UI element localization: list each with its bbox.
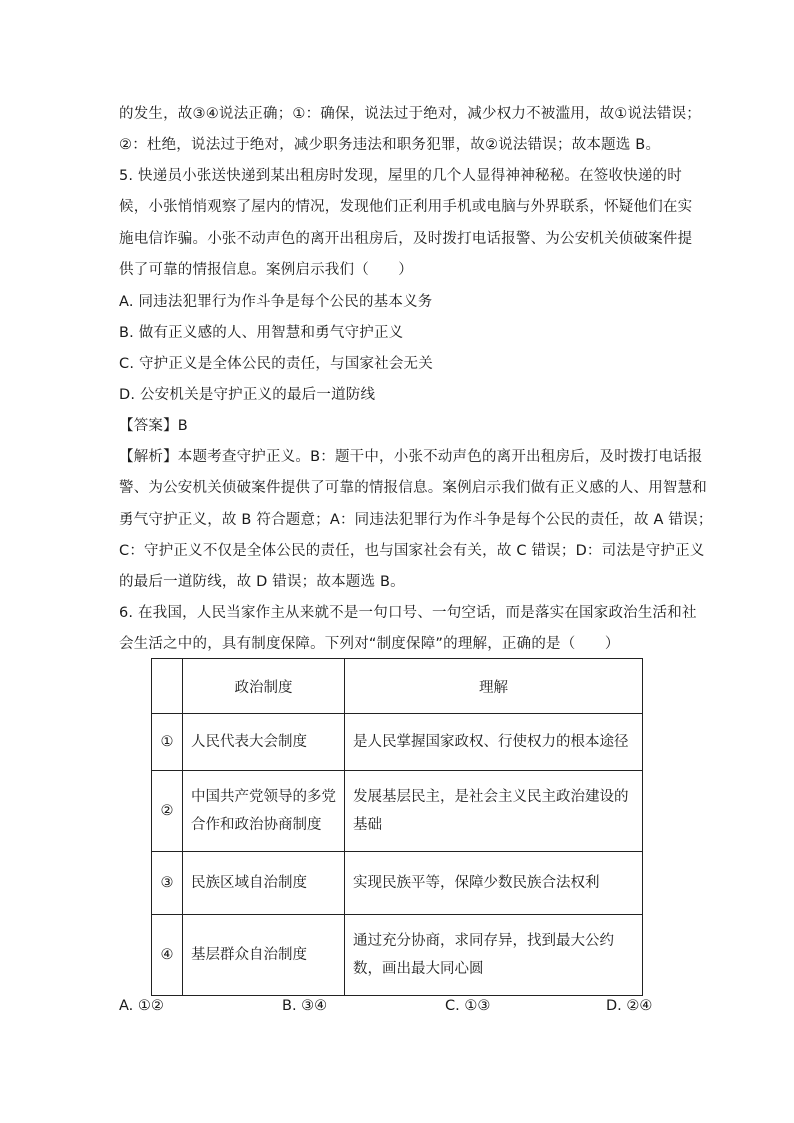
header-cell-system: 政治制度 xyxy=(183,659,345,714)
header-cell-number xyxy=(152,659,183,714)
table-row xyxy=(152,771,643,852)
analysis-text: 【解析】本题考查守护正义。B：题干中，小张不动声色的离开出租房后，及时拨打电话报 xyxy=(119,449,703,465)
row-meaning: 实现民族平等，保障少数民族合法权利 xyxy=(345,852,643,915)
option-b: B. 做有正义感的人、用智慧和勇气守护正义 xyxy=(119,325,404,341)
analysis-text: 勇气守护正义，故 B 符合题意；A：同违法犯罪行为作斗争是每个公民的责任，故 A 错误； xyxy=(119,512,713,528)
answer-label: 【答案】B xyxy=(119,418,188,434)
table-row xyxy=(152,852,643,915)
table-row xyxy=(152,915,643,996)
question-6-stem: 会生活之中的，具有制度保障。下列对“制度保障”的理解，正确的是（ ） xyxy=(119,636,620,652)
row-number: ③ xyxy=(152,852,183,915)
analysis-text: 的最后一道防线，故 D 错误；故本题选 B。 xyxy=(119,574,405,590)
question-6-stem: 6. 在我国，人民当家作主从来就不是一句口号、一句空话，而是落实在国家政治生活和社 xyxy=(119,605,697,621)
option-a: A. 同违法犯罪行为作斗争是每个公民的基本义务 xyxy=(119,294,433,310)
table-header-row xyxy=(152,659,643,714)
analysis-text: 警、为公安机关侦破案件提供了可靠的情报信息。案例启示我们做有正义感的人、用智慧和 xyxy=(119,480,707,496)
row-number: ② xyxy=(152,771,183,852)
paragraph-line: 的发生，故③④说法正确；①：确保，说法过于绝对，减少权力不被滥用，故①说法错误； xyxy=(119,106,701,122)
question-5-stem: 施电信诈骗。小张不动声色的离开出租房后，及时拨打电话报警、为公安机关侦破案件提 xyxy=(119,231,693,247)
option-b: B. ③④ xyxy=(282,998,328,1014)
row-meaning: 通过充分协商，求同存异，找到最大公约数，画出最大同心圆 xyxy=(345,915,643,996)
row-meaning: 发展基层民主，是社会主义民主政治建设的基础 xyxy=(345,771,643,852)
option-d: D. ②④ xyxy=(606,998,653,1014)
question-5-stem: 候，小张悄悄观察了屋内的情况，发现他们正利用手机或电脑与外界联系，怀疑他们在实 xyxy=(119,199,693,215)
row-system: 民族区域自治制度 xyxy=(183,852,345,915)
row-meaning: 是人民掌握国家政权、行使权力的根本途径 xyxy=(345,714,643,771)
paragraph-line: ②：杜绝，说法过于绝对，减少职务违法和职务犯罪，故②说法错误；故本题选 B。 xyxy=(119,137,661,153)
question-6-options xyxy=(119,998,659,1020)
option-a: A. ①② xyxy=(119,998,164,1014)
row-number: ④ xyxy=(152,915,183,996)
political-system-table xyxy=(151,658,643,996)
analysis-text: C：守护正义不仅是全体公民的责任，也与国家社会有关，故 C 错误；D：司法是守护正义 xyxy=(119,543,705,559)
question-5-stem: 5. 快递员小张送快递到某出租房时发现，屋里的几个人显得神神秘秘。在签收快递的时 xyxy=(119,168,682,184)
row-number: ① xyxy=(152,714,183,771)
option-c: C. 守护正义是全体公民的责任，与国家社会无关 xyxy=(119,356,433,372)
option-c: C. ①③ xyxy=(445,998,491,1014)
row-system: 中国共产党领导的多党合作和政治协商制度 xyxy=(183,771,345,852)
row-system: 基层群众自治制度 xyxy=(183,915,345,996)
option-d: D. 公安机关是守护正义的最后一道防线 xyxy=(119,387,376,403)
row-system: 人民代表大会制度 xyxy=(183,714,345,771)
header-cell-meaning: 理解 xyxy=(345,659,643,714)
question-5-stem: 供了可靠的情报信息。案例启示我们（ ） xyxy=(119,262,413,278)
table-row xyxy=(152,714,643,771)
